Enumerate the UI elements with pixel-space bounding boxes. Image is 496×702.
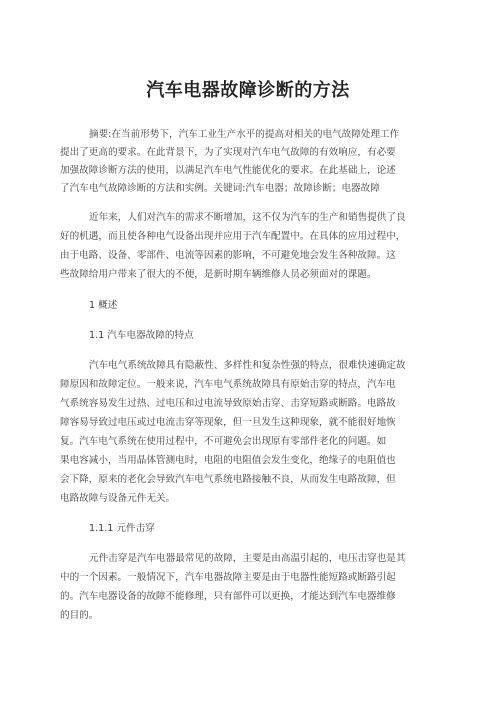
intro-line-1: 近年来，人们对汽车的需求不断增加，这不仅为汽车的生产和销售提供了良 [89,212,406,223]
section-1-1-1-line-3: 的。汽车电器设备的故障不能修理，只有部件可以更换，才能达到汽车电器维修 [60,591,396,602]
heading-1: 1 概述 [89,300,118,311]
heading-1-1-1: 1.1.1 元件击穿 [89,523,155,534]
section-1-1-line-3: 气系统容易发生过热、过电压和过电流导致原始击穿、击穿短路或断路。电路故 [60,398,396,409]
abstract-line-2: 提出了更高的要求。在此背景下，为了实现对汽车电气故障的有效响应，有必要 [60,147,396,158]
section-1-1-1-line-2: 中的一个因素。一般情况下，汽车电器故障主要是由于电器性能短路或断路引起 [60,572,396,583]
intro-line-2: 好的机遇，而且使各种电气设备出现并应用于汽车配置中。在具体的应用过程中， [60,231,406,242]
section-1-1-line-4: 障容易导致过电压或过电流击穿等现象，但一旦发生这种现象，就不能很好地恢 [60,417,396,428]
intro-line-4: 些故障给用户带来了很大的不便，是新时期车辆维修人员必须面对的课题。 [60,269,377,280]
section-1-1-line-5: 复。汽车电气系统在使用过程中，不可避免会出现原有零部件老化的问题。如 [60,436,387,447]
section-1-1-1-line-1: 元件击穿是汽车电器最常见的故障，主要是由高温引起的，电压击穿也是其 [89,553,406,564]
abstract-line-3: 加强故障诊断方法的使用，以满足汽车电气性能优化的要求。在此基础上，论述 [60,165,396,176]
section-1-1-line-7: 会下降，原来的老化会导致汽车电气系统电路接触不良，从而发生电路故障，但 [60,474,396,485]
section-1-1-line-2: 障原因和故障定位。一般来说，汽车电气系统故障具有原始击穿的特点，汽车电 [60,379,396,390]
abstract-line-1: 摘要:在当前形势下，汽车工业生产水平的提高对相关的电气故障处理工作 [89,129,400,140]
section-1-1-1-line-4: 的目的。 [60,610,99,621]
section-1-1-line-8: 电路故障与设备元件无关。 [60,493,176,504]
section-1-1-line-1: 汽车电气系统故障具有隐蔽性、多样性和复杂性强的特点，很难快速确定故 [89,360,406,371]
intro-line-3: 由于电路、设备、零部件、电流等因素的影响，不可避免地会发生各种故障。这 [60,250,396,261]
section-1-1-line-6: 果电容减小，当用晶体管测电时，电阻的电阻值会发生变化，绝缘子的电阻值也 [60,455,396,466]
heading-1-1: 1.1 汽车电器故障的特点 [89,330,194,341]
document-title: 汽车电器故障诊断的方法 [146,80,350,101]
abstract-line-4: 了汽车电气故障诊断的方法和实例。关键词:汽车电器；故障诊断；电器故障 [60,183,380,194]
